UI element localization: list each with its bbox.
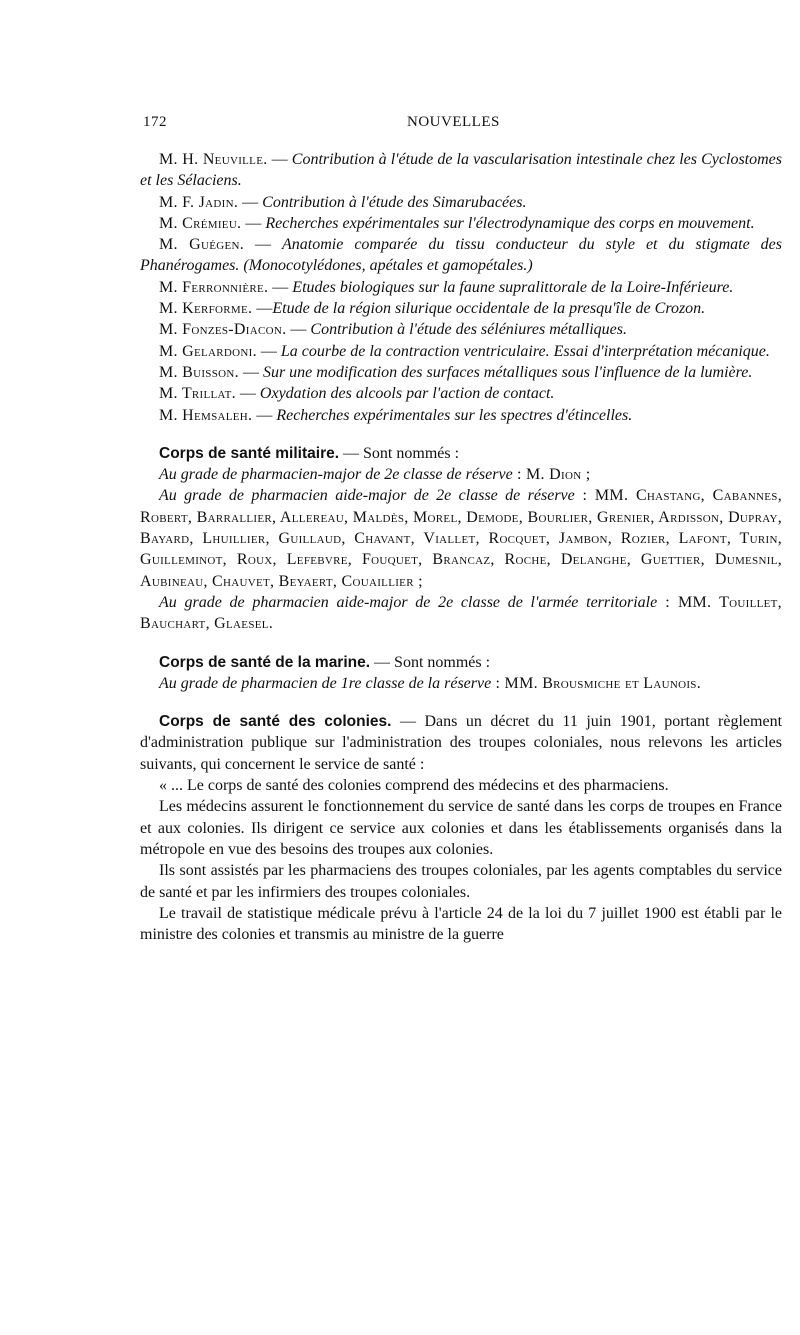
section-navy <box>140 652 782 695</box>
section-title-military: Corps de santé militaire. <box>159 444 340 462</box>
spacer <box>140 426 782 443</box>
appointee-names: : MM. Chastang, Cabannes, Robert, Barrallier, Allereau, Maldès, Morel, Demode, Bourlier, Grenier, Ardisson, Dupray, Bayard, Lhuillier, Guillaud, Chavant, Viallet, Rocquet, Jambon, Rozier, Lafont, Turin, Guilleminot, Roux, Lefebvre, Fouquet, Brancaz, Roche, Delanghe, Guettier, Dumesnil, Aubineau, Chauvet, Beyaert, Couaillier ; <box>140 487 782 590</box>
author-name: M. Gelardoni. <box>159 342 257 360</box>
author-name: M. Hemsaleh. <box>159 406 253 424</box>
thesis-title: La courbe de la contraction ventriculaire. Essai d'interprétation mécanique. <box>280 342 770 360</box>
body-paragraph: Les médecins assurent le fonctionnement du service de santé dans les corps de troupes en France et aux colonies. Ils dirigent ce service aux colonies et dans les établissements organisés dans la métropole en vue des besoins des troupes aux colonies. <box>140 798 782 858</box>
thesis-title: Contribution à l'étude des séléniures métalliques. <box>310 321 627 339</box>
thesis-entry: M. Guégen. — Anatomie comparée du tissu conducteur du style et du stigmate des Phanérogames. (Monocotylédones, apétales et gamopétales.) <box>140 236 782 275</box>
author-name: M. Buisson. <box>159 363 239 381</box>
section-heading-paragraph: Corps de santé militaire. — Sont nommés : <box>159 444 460 462</box>
page-body <box>140 149 782 945</box>
grade-label: Au grade de pharmacien aide-major de 2e classe de l'armée territoriale <box>159 593 658 611</box>
thesis-entry: M. H. Neuville. — Contribution à l'étude de la vascularisation intestinale chez les Cyclostomes et les Sélaciens. <box>140 151 783 190</box>
thesis-title: Oxydation des alcools par l'action de contact. <box>259 385 555 403</box>
page-header <box>143 114 783 136</box>
thesis-entry: M. Kerforme. —Etude de la région silurique occidentale de la presqu'île de Crozon. <box>159 300 706 318</box>
author-name: M. Kerforme. <box>159 300 253 318</box>
thesis-title: Contribution à l'étude des Simarubacées. <box>262 193 527 211</box>
appointment-entry <box>140 485 782 591</box>
thesis-title: Contribution à l'étude de la vascularisation intestinale chez les Cyclostomes et les Sélaciens. <box>140 151 783 190</box>
section-colonies <box>140 711 782 945</box>
author-name: M. H. Neuville. <box>159 151 268 168</box>
section-title-navy: Corps de santé de la marine. <box>159 653 371 671</box>
theses-list <box>140 149 782 426</box>
thesis-entry: M. Gelardoni. — La courbe de la contraction ventriculaire. Essai d'interprétation mécanique. <box>159 342 770 360</box>
thesis-entry: M. Fonzes-Diacon. — Contribution à l'étude des séléniures métalliques. <box>159 321 627 339</box>
spacer <box>140 694 782 711</box>
thesis-entry: M. Ferronnière. — Etudes biologiques sur la faune supralittorale de la Loire-Inférieure. <box>159 278 734 296</box>
thesis-title: Recherches expérimentales sur l'électrodynamique des corps en mouvement. <box>265 214 755 232</box>
appointee-names: : M. Dion ; <box>512 466 591 484</box>
section-title-colonies: Corps de santé des colonies. <box>159 713 392 731</box>
thesis-title: Etude de la région silurique occidentale de la presqu'île de Crozon. <box>272 300 706 318</box>
appointee-names: : MM. Touillet, Bauchart, Glaesel. <box>140 593 782 633</box>
body-paragraph: « ... Le corps de santé des colonies comprend des médecins et des pharmaciens. <box>159 777 669 795</box>
grade-label: Au grade de pharmacien-major de 2e classe de réserve <box>159 466 513 484</box>
author-name: M. Trillat. <box>159 385 236 403</box>
thesis-title: Etudes biologiques sur la faune supralittorale de la Loire-Inférieure. <box>292 278 734 296</box>
thesis-title: Sur une modification des surfaces métalliques sous l'influence de la lumière. <box>262 363 753 381</box>
thesis-entry: M. Hemsaleh. — Recherches expérimentales sur les spectres d'étincelles. <box>159 406 633 424</box>
author-name: M. Crémieu. <box>159 214 242 232</box>
thesis-entry: M. Trillat. — Oxydation des alcools par l'action de contact. <box>159 385 555 403</box>
appointment-entry <box>140 673 782 694</box>
appointment-entry <box>140 592 782 635</box>
appointee-names: : MM. Brousmiche et Launois. <box>491 674 702 692</box>
appointment-entry <box>140 464 782 485</box>
author-name: M. Guégen. <box>159 236 245 254</box>
grade-label: Au grade de pharmacien de 1re classe de la réserve <box>159 674 492 692</box>
body-paragraph: Le travail de statistique médicale prévu à l'article 24 de la loi du 7 juillet 1900 est établi par le ministre des colonies et transmis au ministre de la guerre <box>140 904 782 944</box>
thesis-entry: M. Crémieu. — Recherches expérimentales sur l'électrodynamique des corps en mouvement. <box>159 214 755 232</box>
running-title: NOUVELLES <box>407 114 500 130</box>
page-number: 172 <box>143 114 167 130</box>
section-heading-paragraph: Corps de santé de la marine. — Sont nommés : <box>159 653 491 671</box>
thesis-title: Anatomie comparée du tissu conducteur du style et du stigmate des Phanérogames. (Monocotylédones, apétales et gamopétales.) <box>140 236 782 275</box>
section-heading-paragraph: Corps de santé des colonies. — Dans un décret du 11 juin 1901, portant règlement d'administration publique sur l'administration des troupes coloniales, nous relevons les articles suivants, qui concernent le service de santé : <box>140 713 783 773</box>
body-paragraph: Ils sont assistés par les pharmaciens des troupes coloniales, par les agents comptables du service de santé et par les infirmiers des troupes coloniales. <box>140 862 782 901</box>
author-name: M. F. Jadin. <box>159 193 239 211</box>
thesis-title: Recherches expérimentales sur les spectres d'étincelles. <box>276 406 633 424</box>
spacer <box>140 635 782 652</box>
grade-label: Au grade de pharmacien aide-major de 2e classe de réserve <box>159 487 575 505</box>
thesis-entry: M. F. Jadin. — Contribution à l'étude des Simarubacées. <box>159 193 527 211</box>
author-name: M. Ferronnière. <box>159 278 269 296</box>
author-name: M. Fonzes-Diacon. <box>159 321 287 339</box>
thesis-entry: M. Buisson. — Sur une modification des surfaces métalliques sous l'influence de la lumière. <box>159 363 753 381</box>
section-military <box>140 443 782 635</box>
